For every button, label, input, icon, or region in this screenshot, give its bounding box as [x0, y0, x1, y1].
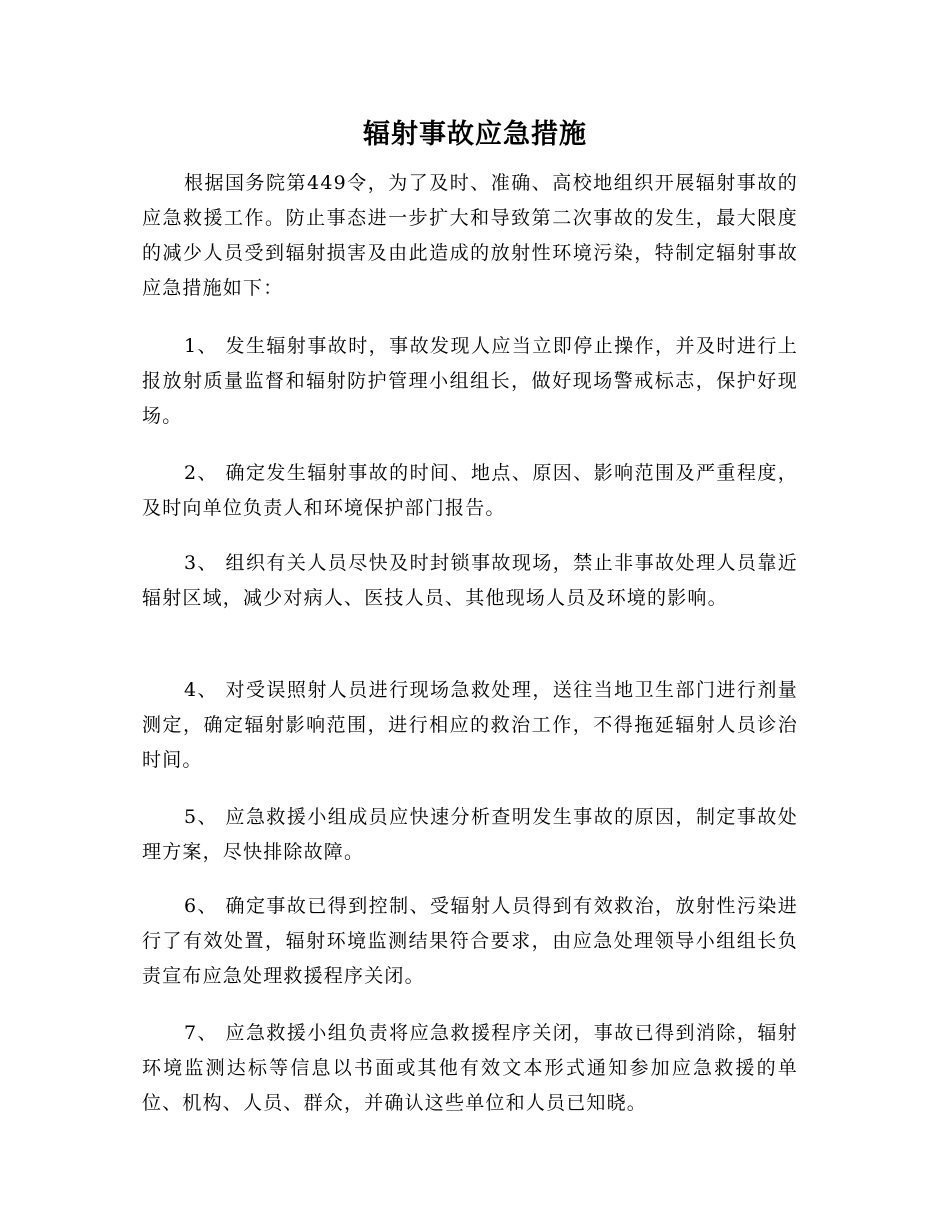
list-item-3: 3、 组织有关人员尽快及时封锁事故现场，禁止非事故处理人员靠近辐射区域，减少对病人、医技人员、其他现场人员及环境的影响。: [142, 552, 798, 609]
list-item-4: 4、 对受误照射人员进行现场急救处理，送往当地卫生部门进行剂量测定，确定辐射影响范围，进行相应的救治工作，不得拖延辐射人员诊治时间。: [142, 679, 798, 771]
list-item-5: 5、 应急救援小组成员应快速分析查明发生事故的原因，制定事故处理方案，尽快排除故障。: [142, 806, 798, 863]
document-title: 辐射事故应急措施: [363, 119, 587, 150]
intro-paragraph: 根据国务院第449令，为了及时、准确、高校地组织开展辐射事故的应急救援工作。防止事态进一步扩大和导致第二次事故的发生，最大限度的减少人员受到辐射损害及由此造成的放射性环境污染，特制定辐射事故应急措施如下：: [142, 172, 798, 299]
list-item-2: 2、 确定发生辐射事故的时间、地点、原因、影响范围及严重程度，及时向单位负责人和环境保护部门报告。: [142, 462, 798, 519]
list-item-7: 7、 应急救援小组负责将应急救援程序关闭，事故已得到消除，辐射环境监测达标等信息以书面或其他有效文本形式通知参加应急救援的单位、机构、人员、群众，并确认这些单位和人员已知晓。: [142, 1022, 798, 1114]
list-item-1: 1、 发生辐射事故时，事故发现人应当立即停止操作，并及时进行上报放射质量监督和辐射防护管理小组组长，做好现场警戒标志，保护好现场。: [142, 335, 798, 427]
list-item-6: 6、 确定事故已得到控制、受辐射人员得到有效救治，放射性污染进行了有效处置，辐射环境监测结果符合要求，由应急处理领导小组组长负责宣布应急处理救援程序关闭。: [142, 895, 798, 987]
